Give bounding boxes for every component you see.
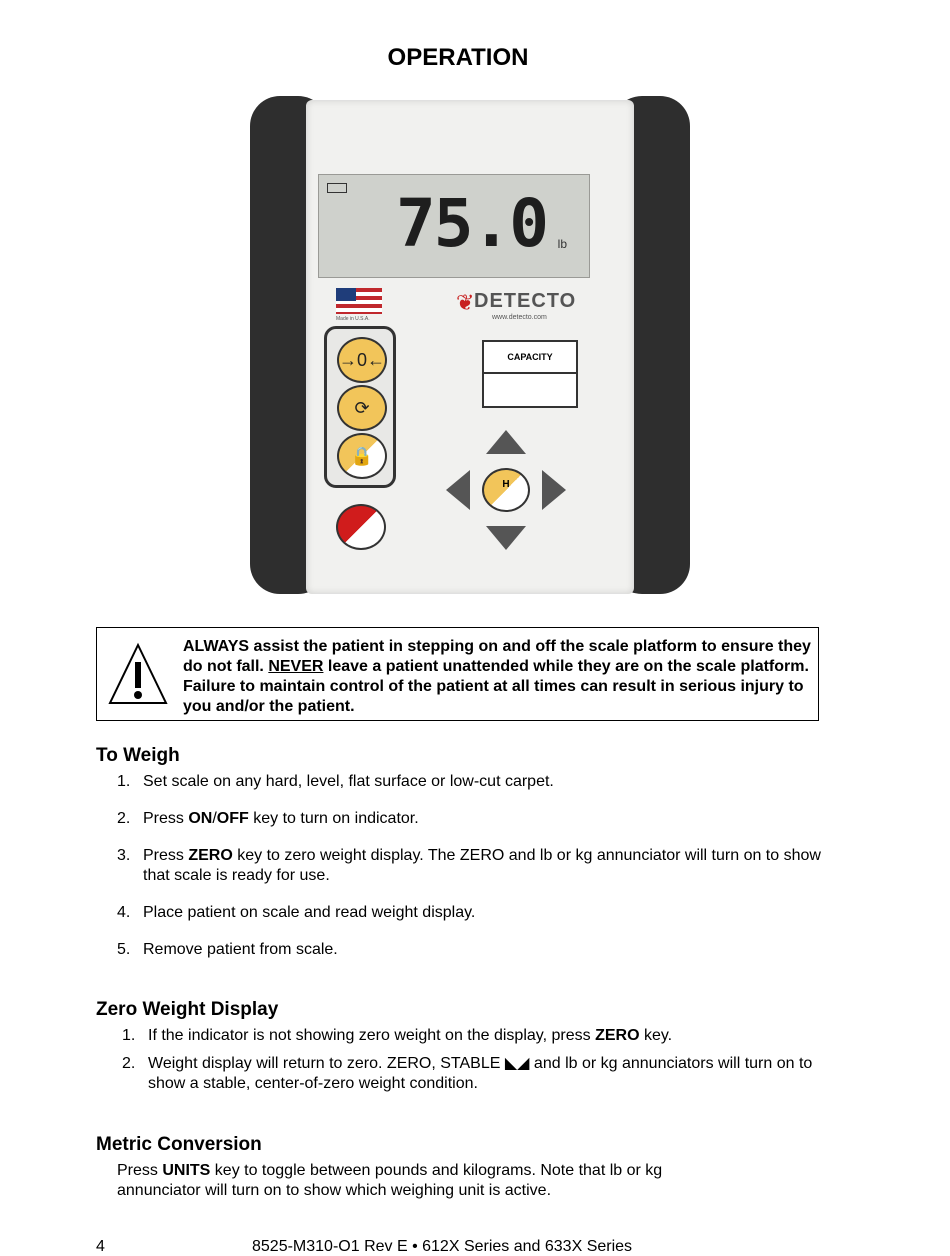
zero-display-heading: Zero Weight Display [96, 999, 279, 1020]
zero-display-step [122, 1054, 818, 1094]
on-off-key-icon [336, 504, 386, 550]
step-text: key to zero weight display. The ZERO and lb or kg annunciator will turn on to show that scale is ready for use. [143, 847, 821, 884]
step-text: / [212, 810, 217, 827]
up-arrow-icon [486, 430, 526, 454]
step-text: Press [117, 1162, 163, 1179]
cardinal-logo-icon: ❦ [456, 290, 475, 315]
units-key-icon: ⟳ [337, 385, 387, 431]
indicator-face [306, 100, 634, 594]
warning-triangle-icon [107, 642, 169, 706]
document-id: 8525-M310-O1 Rev E • 612X Series and 633X Series [252, 1238, 633, 1255]
lcd-display [318, 174, 590, 278]
down-arrow-icon [486, 526, 526, 550]
battery-icon [327, 183, 347, 193]
step-text: Set scale on any hard, level, flat surface or low-cut carpet. [143, 773, 554, 790]
to-weigh-step [117, 846, 823, 886]
page-title: OPERATION [387, 44, 529, 71]
step-number: 2. [117, 810, 131, 827]
step-text: and lb or kg annunciators will turn on to show a stable, center-of-zero weight condition. [148, 1055, 813, 1092]
to-weigh-step [117, 809, 823, 829]
step-text: If the indicator is not showing zero weight on the display, press [148, 1027, 596, 1044]
step-text: Press [143, 847, 189, 864]
step-text: key. [639, 1027, 673, 1044]
units-key-label: UNITS [162, 1162, 211, 1179]
zero-key-label: ZERO [188, 847, 233, 864]
warning-text-part1: ALWAYS assist the patient in stepping on and off the scale platform to ensure they do not fall. [183, 638, 811, 675]
step-text: Press [143, 810, 189, 827]
warning-never: NEVER [268, 658, 324, 675]
warning-text-part2: leave a patient unattended while they are on the scale platform. Failure to maintain control of the patient at all times can result in serious injury to you and/or the patient. [183, 658, 809, 715]
step-number: 1. [117, 773, 131, 790]
capacity-label-box [482, 340, 578, 408]
step-number: 4. [117, 904, 131, 921]
enter-key-icon: H [482, 468, 530, 512]
lcd-unit: lb [557, 237, 567, 251]
page-number: 4 [96, 1238, 105, 1255]
step-number: 1. [122, 1027, 136, 1044]
step-number: 5. [117, 941, 131, 958]
step-text: Remove patient from scale. [143, 941, 338, 958]
stable-annunciator-icon: ◣◢ [504, 1055, 530, 1072]
lock-key-icon: 🔒 [337, 433, 387, 479]
usa-flag-icon [336, 288, 382, 314]
lcd-weight-value: 75.0 [396, 185, 547, 262]
metric-conversion-heading: Metric Conversion [96, 1134, 262, 1155]
brand-logo: DETECTO [474, 290, 577, 312]
to-weigh-step [117, 940, 823, 960]
step-number: 2. [122, 1055, 136, 1072]
on-key-label: ON [188, 810, 213, 827]
to-weigh-step [117, 903, 823, 923]
to-weigh-heading: To Weigh [96, 745, 180, 766]
left-arrow-icon [446, 470, 470, 510]
navigation-keypad [446, 430, 566, 550]
step-text: Weight display will return to zero. ZERO, STABLE [148, 1055, 505, 1072]
key-panel [324, 326, 396, 488]
off-key-label: OFF [216, 810, 249, 827]
zero-display-step [122, 1026, 818, 1046]
metric-conversion-text [117, 1161, 737, 1201]
warning-text [183, 637, 813, 717]
made-in-usa: Made in U.S.A. [336, 316, 370, 322]
zero-key-label: ZERO [595, 1027, 640, 1044]
brand-url: www.detecto.com [492, 314, 547, 321]
warning-box [96, 627, 819, 721]
zero-key-icon: →0← [337, 337, 387, 383]
right-arrow-icon [542, 470, 566, 510]
step-number: 3. [117, 847, 131, 864]
step-text: key to toggle between pounds and kilograms. Note that lb or kg annunciator will turn on to show which weighing unit is active. [117, 1162, 663, 1199]
to-weigh-step [117, 772, 823, 792]
capacity-label: CAPACITY [484, 342, 576, 374]
step-text: key to turn on indicator. [248, 810, 419, 827]
scale-indicator-photo [250, 88, 690, 606]
step-text: Place patient on scale and read weight display. [143, 904, 476, 921]
